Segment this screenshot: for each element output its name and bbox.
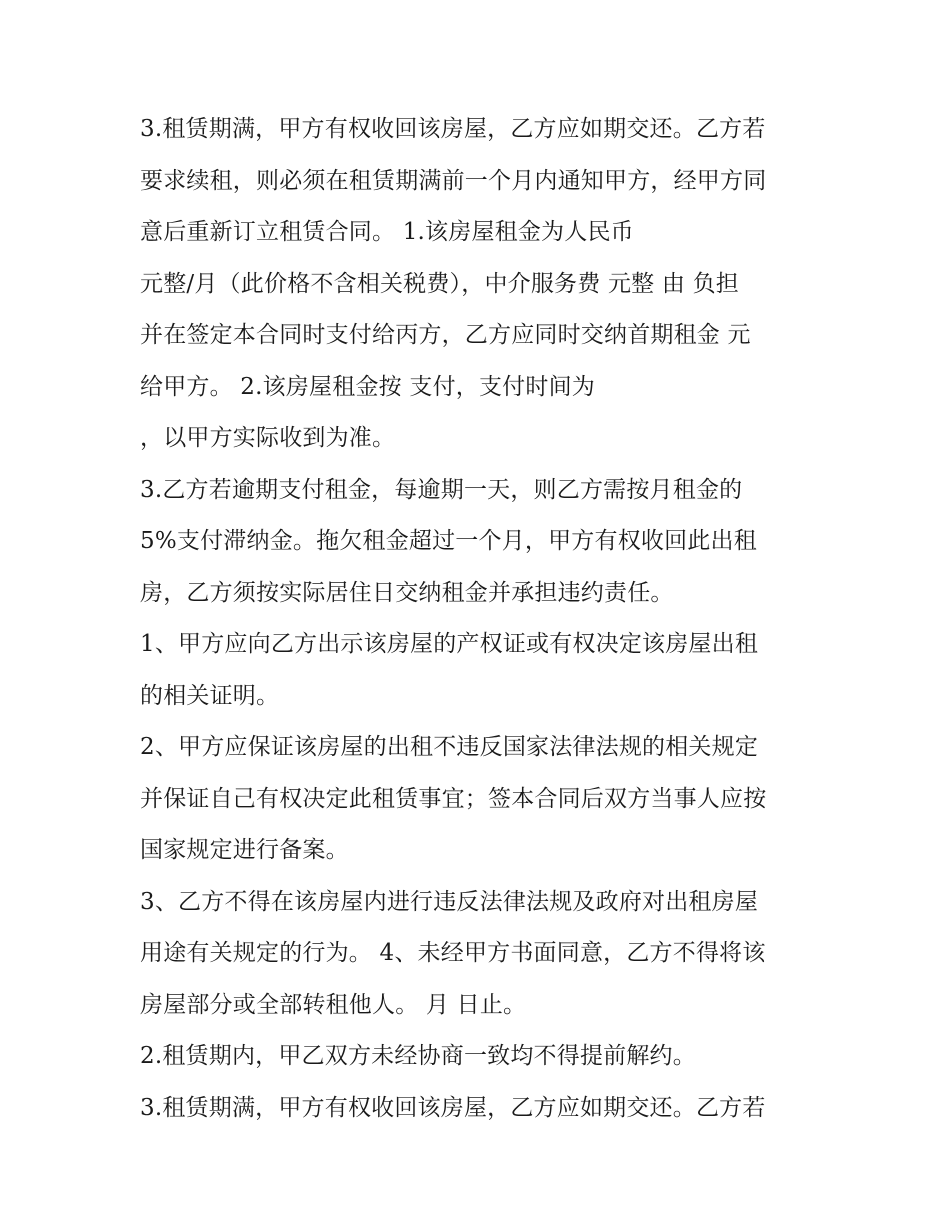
text-line: 要求续租，则必须在租赁期满前一个月内通知甲方，经甲方同 (140, 167, 767, 194)
text-line: 2、甲方应保证该房屋的出租不违反国家法律法规的相关规定 (140, 734, 759, 760)
text-line: 房屋部分或全部转租他人。 月 日止。 (140, 991, 527, 1018)
text-line: 5%支付滞纳金。拖欠租金超过一个月，甲方有权收回此出租 (140, 528, 757, 554)
text-line: 元整/月（此价格不含相关税费），中介服务费 元整 由 负担 (140, 270, 739, 297)
text-line: 3.租赁期满，甲方有权收回该房屋，乙方应如期交还。乙方若 (140, 116, 766, 142)
text-line: 并在签定本合同时支付给丙方，乙方应同时交纳首期租金 元 (140, 322, 751, 348)
text-line: 并保证自己有权决定此租赁事宜；签本合同后双方当事人应按 (140, 785, 767, 812)
text-line: 3.租赁期满，甲方有权收回该房屋，乙方应如期交还。乙方若 (140, 1094, 766, 1121)
text-line: 意后重新订立租赁合同。 1.该房屋租金为人民币 (140, 219, 634, 245)
text-line: 2.租赁期内，甲乙双方未经协商一致均不得提前解约。 (140, 1043, 696, 1069)
text-line: 3.乙方若逾期支付租金，每逾期一天，则乙方需按月租金的 (140, 476, 743, 503)
text-line: 1、甲方应向乙方出示该房屋的产权证或有权决定该房屋出租 (140, 631, 759, 657)
text-line: 的相关证明。 (140, 682, 280, 709)
text-line: 国家规定进行备案。 (140, 837, 349, 863)
text-line: 房，乙方须按实际居住日交纳租金并承担违约责任。 (140, 579, 674, 606)
text-line: 3、乙方不得在该房屋内进行违反法律法规及政府对出租房屋 (140, 888, 759, 915)
text-line: ，以甲方实际收到为准。 (140, 425, 396, 451)
text-line: 用途有关规定的行为。 4、未经甲方书面同意，乙方不得将该 (140, 940, 766, 966)
text-line: 给甲方。 2.该房屋租金按 支付，支付时间为 (140, 373, 595, 400)
document-body (140, 104, 840, 1134)
